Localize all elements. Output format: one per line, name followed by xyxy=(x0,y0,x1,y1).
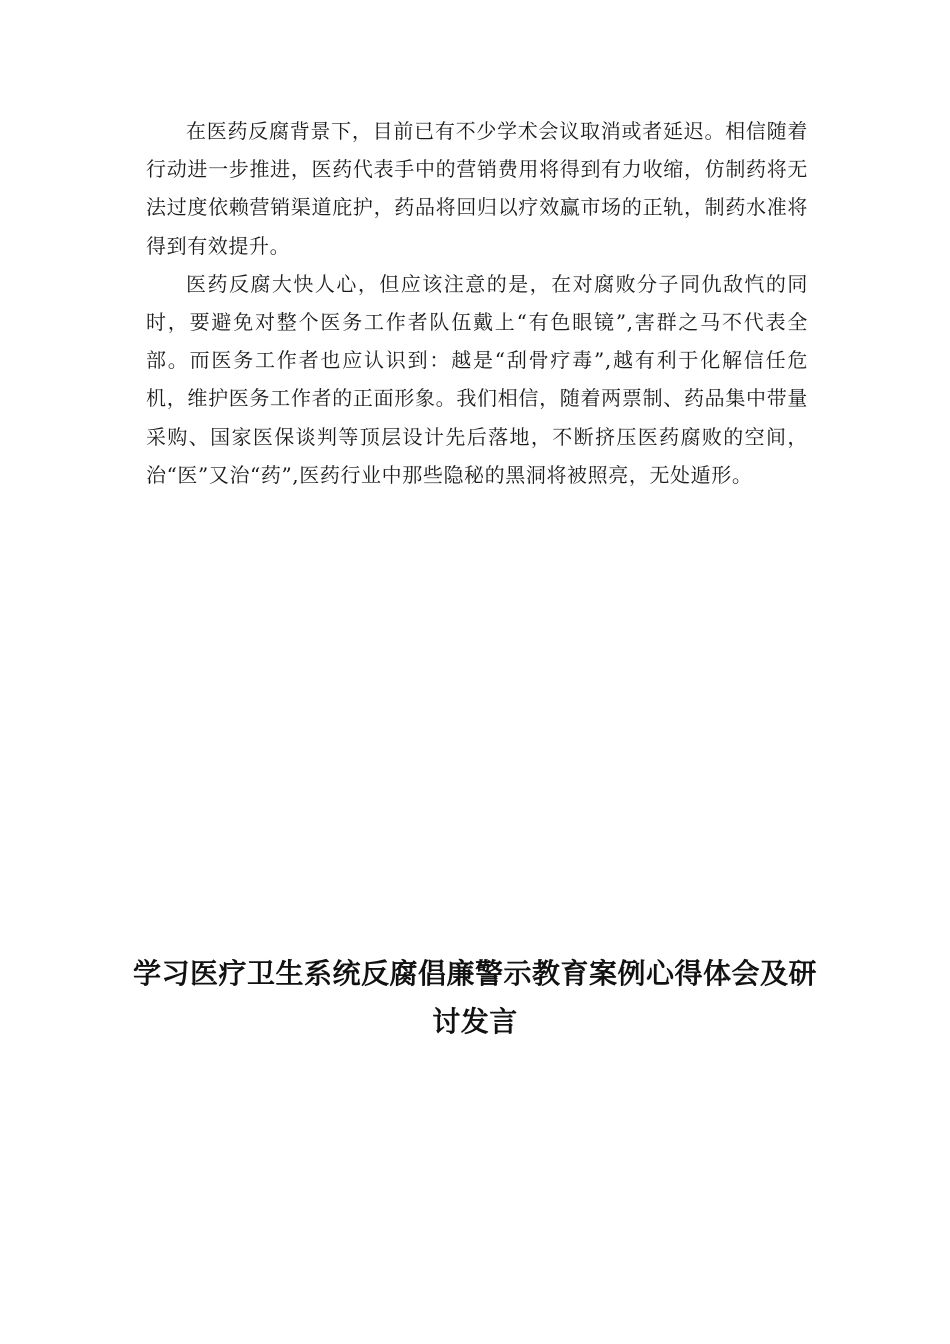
paragraph-public-support: 医药反腐大快人心，但应该注意的是，在对腐败分子同仇敌忾的同时，要避免对整个医务工作者队伍戴上“有色眼镜”,害群之马不代表全部。而医务工作者也应认识到：越是“刮骨疗毒”,越有利于化解信任危机，维护医务工作者的正面形象。我们相信，随着两票制、药品集中带量采购、国家医保谈判等顶层设计先后落地，不断挤压医药腐败的空间，治“医”又治“药”,医药行业中那些隐秘的黑洞将被照亮，无处遁形。 xyxy=(146,271,808,487)
document-title: 学习医疗卫生系统反腐倡廉警示教育案例心得体会及研讨发言 xyxy=(132,957,817,1038)
body-text xyxy=(146,112,808,494)
paragraph-anticorruption-background: 在医药反腐背景下，目前已有不少学术会议取消或者延迟。相信随着行动进一步推进，医药代表手中的营销费用将得到有力收缩，仿制药将无法过度依赖营销渠道庇护，药品将回归以疗效赢市场的正轨，制药水准将得到有效提升。 xyxy=(146,119,808,258)
